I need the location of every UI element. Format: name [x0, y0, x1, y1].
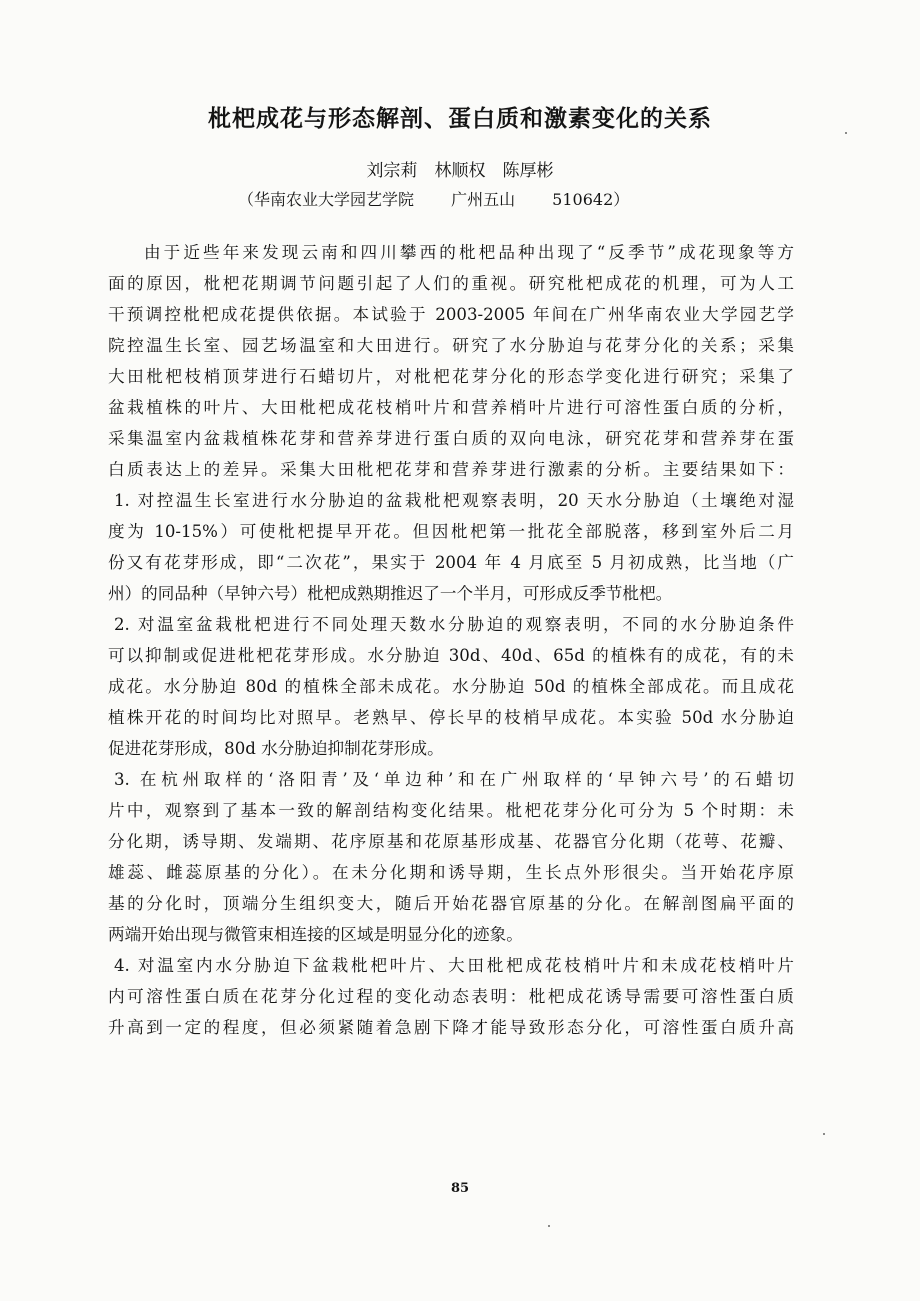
text-line: 州）的同品种（早钟六号）枇杷成熟期推迟了一个半月，可形成反季节枇杷。: [108, 584, 673, 603]
text-line: 面的原因，枇杷花期调节问题引起了人们的重视。研究枇杷成花的机理，可为人工: [108, 274, 794, 293]
text-line: 由于近些年来发现云南和四川攀西的枇杷品种出现了“反季节”成花现象等方: [144, 243, 794, 262]
result-item-2: [108, 609, 794, 764]
text-line: 份又有花芽形成，即“二次花”，果实于 2004 年 4 月底至 5 月初成熟，比当地（广: [108, 553, 794, 572]
text-line: 成花。水分胁迫 80d 的植株全部未成花。水分胁迫 50d 的植株全部成花。而且成花: [108, 677, 794, 696]
result-item-1: [108, 485, 794, 609]
text-line: 1. 对控温生长室进行水分胁迫的盆栽枇杷观察表明，20 天水分胁迫（土壤绝对湿: [114, 491, 794, 510]
text-line: 2. 对温室盆栽枇杷进行不同处理天数水分胁迫的观察表明，不同的水分胁迫条件: [114, 615, 794, 634]
author-affiliation: （华南农业大学园艺学院 广州五山 510642）: [238, 190, 630, 209]
scan-speck: [845, 132, 847, 134]
text-line: 基的分化时，顶端分生组织变大，随后开始花器官原基的分化。在解剖图扁平面的: [108, 894, 794, 913]
text-line: 雄蕊、雌蕊原基的分化）。在未分化期和诱导期，生长点外形很尖。当开始花序原: [108, 863, 794, 882]
page-number: 85: [450, 1181, 470, 1196]
text-line: 植株开花的时间均比对照早。老熟早、停长早的枝梢早成花。本实验 50d 水分胁迫: [108, 708, 794, 727]
text-line: 升高到一定的程度，但必须紧随着急剧下降才能导致形态分化，可溶性蛋白质升高: [108, 1018, 794, 1037]
text-line: 采集温室内盆栽植株花芽和营养芽进行蛋白质的双向电泳，研究花芽和营养芽在蛋: [108, 429, 794, 448]
text-line: 片中，观察到了基本一致的解剖结构变化结果。枇杷花芽分化可分为 5 个时期：未: [108, 801, 794, 820]
text-line: 促进花芽形成，80d 水分胁迫抑制花芽形成。: [108, 739, 444, 758]
result-item-3: [108, 764, 794, 950]
text-line: 分化期，诱导期、发端期、花序原基和花原基形成基、花器官分化期（花萼、花瓣、: [108, 832, 794, 851]
scan-speck: [548, 1225, 550, 1227]
scan-speck: [823, 1133, 825, 1135]
paragraph-intro: [108, 237, 794, 485]
text-line: 度为 10-15%）可使枇杷提早开花。但因枇杷第一批花全部脱落，移到室外后二月: [108, 522, 794, 541]
text-line: 内可溶性蛋白质在花芽分化过程的变化动态表明：枇杷成花诱导需要可溶性蛋白质: [108, 987, 794, 1006]
text-line: 可以抑制或促进枇杷花芽形成。水分胁迫 30d、40d、65d 的植株有的成花，有的未: [108, 646, 794, 665]
paper-title: 枇杷成花与形态解剖、蛋白质和激素变化的关系: [208, 106, 712, 132]
text-line: 两端开始出现与微管束相连接的区域是明显分化的迹象。: [108, 925, 523, 944]
text-line: 大田枇杷枝梢顶芽进行石蜡切片，对枇杷花芽分化的形态学变化进行研究；采集了: [108, 367, 794, 386]
author-list: 刘宗莉 林顺权 陈厚彬: [366, 161, 554, 181]
text-line: 3. 在杭州取样的‘洛阳青’及‘单边种’和在广州取样的‘早钟六号’的石蜡切: [114, 770, 794, 789]
text-line: 4. 对温室内水分胁迫下盆栽枇杷叶片、大田枇杷成花枝梢叶片和未成花枝梢叶片: [114, 956, 794, 975]
result-item-4: [108, 950, 794, 1043]
text-line: 白质表达上的差异。采集大田枇杷花芽和营养芽进行激素的分析。主要结果如下：: [108, 460, 794, 479]
text-line: 干预调控枇杷成花提供依据。本试验于 2003-2005 年间在广州华南农业大学园艺学: [108, 305, 794, 324]
text-line: 院控温生长室、园艺场温室和大田进行。研究了水分胁迫与花芽分化的关系；采集: [108, 336, 794, 355]
paper-body: [108, 237, 794, 1043]
text-line: 盆栽植株的叶片、大田枇杷成花枝梢叶片和营养梢叶片进行可溶性蛋白质的分析，: [108, 398, 794, 417]
